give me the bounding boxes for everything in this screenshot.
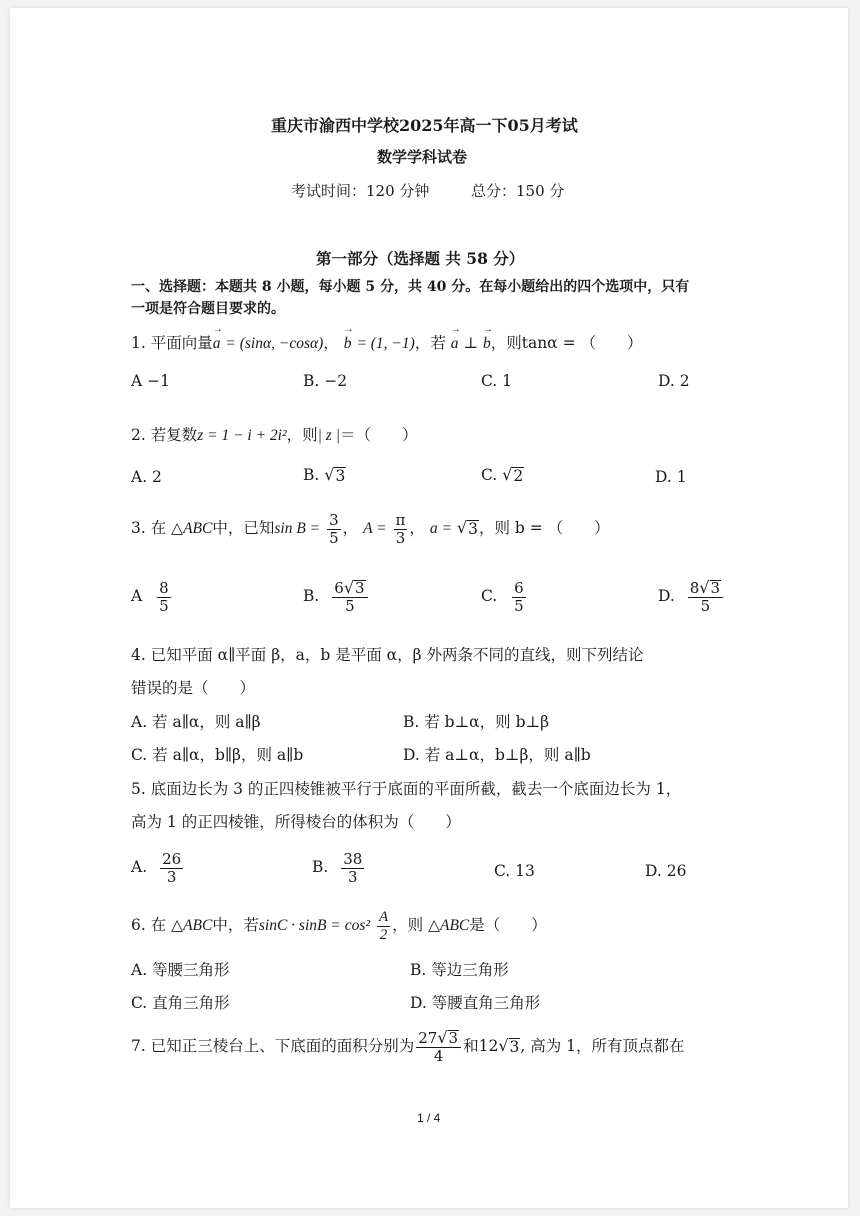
q3-a-eq: a = bbox=[429, 520, 452, 537]
fraction-6sqrt3-5 bbox=[332, 580, 367, 614]
question-7 bbox=[131, 1030, 685, 1064]
q6-option-b: B. 等边三角形 bbox=[410, 961, 509, 979]
q2-abs: | z | bbox=[317, 427, 340, 444]
exam-total: 总分：150 分 bbox=[471, 182, 565, 200]
q6-option-d: D. 等腰直角三角形 bbox=[410, 994, 541, 1012]
q3-option-a-label: A bbox=[131, 587, 143, 605]
exam-subject: 数学学科试卷 bbox=[377, 148, 468, 166]
q5-option-b bbox=[312, 851, 366, 885]
q5-option-b-den: 3 bbox=[348, 867, 358, 886]
q3-option-b-coef: 6 bbox=[334, 579, 344, 597]
q5-option-d: D. 26 bbox=[645, 862, 687, 880]
fraction-A-2 bbox=[377, 909, 390, 943]
q3-f2-num: π bbox=[395, 511, 406, 529]
q3-option-d-den: 5 bbox=[700, 596, 711, 615]
q7-prefix: 7. 已知正三棱台上、下底面的面积分别为 bbox=[131, 1037, 415, 1056]
q3-b-eq: ，则 b = bbox=[478, 519, 543, 537]
q5-option-a-den: 3 bbox=[166, 867, 177, 886]
q5-option-b-num: 38 bbox=[343, 850, 363, 868]
q2-option-c bbox=[481, 466, 524, 484]
q6-prefix: 6. 在 bbox=[131, 916, 167, 934]
q7-den: 4 bbox=[433, 1046, 444, 1065]
q6-f-num: A bbox=[378, 909, 389, 925]
vector-a-2: → a bbox=[451, 335, 459, 353]
q7-mid: 和 bbox=[463, 1037, 479, 1056]
question-2 bbox=[131, 423, 417, 445]
q1-sep1: ， bbox=[323, 334, 339, 352]
sqrt-3: √ 3 bbox=[498, 1036, 520, 1057]
q3-option-a-num: 8 bbox=[159, 579, 169, 597]
q3-a-val: 3 bbox=[468, 520, 478, 538]
q6-f-den: 2 bbox=[379, 926, 388, 943]
fraction-pi-3 bbox=[394, 512, 408, 546]
q6-option-a: A. 等腰三角形 bbox=[131, 961, 230, 979]
q7-rad: 3 bbox=[448, 1029, 459, 1047]
q3-suffix: （ ） bbox=[547, 519, 610, 537]
q2-option-a: A. 2 bbox=[131, 468, 162, 486]
q3-f1-den: 5 bbox=[329, 528, 339, 547]
exam-time: 考试时间：120 分钟 bbox=[291, 182, 430, 200]
q2-option-b-value: 3 bbox=[335, 467, 346, 485]
vector-b: → b bbox=[344, 335, 352, 353]
q3-option-d bbox=[658, 580, 725, 614]
q5-option-b-label: B. bbox=[312, 858, 329, 876]
q1-option-c: C. 1 bbox=[481, 372, 513, 390]
q3-option-d-rad: 3 bbox=[710, 579, 721, 597]
fraction-6-5 bbox=[512, 580, 526, 614]
q4-option-b: B. 若 b⊥α，则 b⊥β bbox=[403, 713, 550, 731]
sqrt-2: √ 2 bbox=[502, 465, 524, 485]
q7-rad2: 3 bbox=[509, 1038, 520, 1057]
q2-expr: z = 1 − i + 2i² bbox=[197, 427, 287, 444]
q3-option-c bbox=[481, 580, 528, 614]
q3-option-c-label: C. bbox=[481, 587, 498, 605]
sqrt-3: √ 3 bbox=[699, 578, 721, 597]
q4-option-c: C. 若 a∥α，b∥β，则 a∥b bbox=[131, 746, 304, 764]
q3-prefix: 3. 在 bbox=[131, 519, 167, 537]
q3-option-c-den: 5 bbox=[514, 596, 524, 615]
q3-A-eq: A = bbox=[363, 520, 387, 537]
q2-option-b bbox=[303, 466, 346, 484]
sqrt-3: √ 3 bbox=[343, 578, 365, 597]
fraction-27sqrt3-4 bbox=[416, 1030, 461, 1064]
q1-option-d: D. 2 bbox=[658, 372, 690, 390]
q4-option-a: A. 若 a∥α，则 a∥β bbox=[131, 713, 261, 731]
q3-option-b-label: B. bbox=[303, 587, 320, 606]
q2-option-b-label: B. bbox=[303, 466, 320, 484]
q3-f1-num: 3 bbox=[329, 511, 339, 529]
fraction-3-5 bbox=[327, 512, 341, 546]
question-5-line2: 高为 1 的正四棱锥，所得棱台的体积为（ ） bbox=[131, 813, 461, 831]
sqrt-3: √ 3 bbox=[437, 1028, 459, 1047]
q3-option-d-coef: 8 bbox=[689, 579, 700, 597]
vector-b-2: → b bbox=[483, 335, 491, 353]
q3-option-b-den: 5 bbox=[345, 596, 355, 615]
question-4-line2: 错误的是（ ） bbox=[131, 679, 256, 697]
q6-expr: sinC · sinB = cos² bbox=[258, 917, 371, 934]
q2-mid: ，则 bbox=[286, 426, 318, 444]
q6-mid2: ，则 bbox=[392, 916, 424, 934]
q3-sinB: sin B = bbox=[274, 520, 321, 537]
q6-mid: 中，若 bbox=[212, 916, 259, 934]
question-5-line1: 5. 底面边长为 3 的正四棱锥被平行于底面的平面所截，截去一个底面边长为 1， bbox=[131, 780, 682, 798]
q3-option-c-num: 6 bbox=[514, 579, 524, 597]
q3-option-b-rad: 3 bbox=[355, 579, 365, 597]
question-1 bbox=[131, 331, 643, 353]
question-6 bbox=[131, 909, 547, 943]
q1-tan: tanα = bbox=[521, 334, 576, 352]
q6-option-c: C. 直角三角形 bbox=[131, 994, 230, 1012]
fraction-38-3 bbox=[341, 851, 364, 885]
q1-prefix: 1. 平面向量 bbox=[131, 334, 213, 352]
q3-f2-den: 3 bbox=[395, 528, 406, 547]
q5-option-c: C. 13 bbox=[494, 862, 535, 880]
vector-a: → a bbox=[213, 335, 221, 353]
q1-expr-b: = (1, −1) bbox=[356, 335, 415, 352]
q2-suffix: ＝（ ） bbox=[339, 426, 418, 444]
q6-triangle: △ABC bbox=[171, 917, 213, 934]
q1-blank: （ ） bbox=[580, 334, 643, 352]
q2-option-c-label: C. bbox=[481, 466, 498, 484]
q3-triangle: △ABC bbox=[171, 520, 213, 537]
q6-triangle-2: △ABC bbox=[428, 917, 470, 934]
q5-option-a-label: A. bbox=[131, 858, 148, 876]
q7-coef2: 12 bbox=[478, 1037, 499, 1056]
q7-suffix: , 高为 1，所有顶点都在 bbox=[520, 1037, 685, 1056]
q3-option-a-den: 5 bbox=[159, 596, 169, 615]
q2-option-c-value: 2 bbox=[513, 467, 524, 485]
q6-suffix: 是（ ） bbox=[469, 916, 547, 934]
section-instruction-line1: 一、选择题：本题共 8 小题，每小题 5 分，共 40 分。在每小题给出的四个选项中，只有 bbox=[131, 279, 690, 295]
fraction-8-5 bbox=[157, 580, 171, 614]
fraction-26-3 bbox=[160, 851, 183, 885]
question-3: 3. 在 △ABC中，已知sin B = $\frac{3}{5}$ ， A = $\frac{\pi}{3}$ ， a = √ 3 ，则 b = （ ） bbox=[131, 511, 610, 547]
question-4-line1: 4. 已知平面 α∥平面 β，a，b 是平面 α，β 外两条不同的直线，则下列结论 bbox=[131, 646, 644, 664]
q3-option-b bbox=[303, 580, 370, 614]
q1-option-b: B. −2 bbox=[303, 372, 348, 390]
q2-option-d: D. 1 bbox=[655, 468, 687, 486]
perp-symbol: ⊥ bbox=[463, 334, 479, 352]
q7-coef: 27 bbox=[418, 1029, 438, 1047]
fraction-8sqrt3-5 bbox=[688, 580, 723, 614]
q1-option-a: A −1 bbox=[131, 372, 170, 390]
section-heading: 第一部分（选择题 共 58 分） bbox=[316, 249, 525, 268]
q5-option-a bbox=[131, 851, 185, 885]
q4-option-d: D. 若 a⊥α，b⊥β，则 a∥b bbox=[403, 746, 591, 764]
q1-sep3: ，则 bbox=[490, 334, 522, 352]
exam-title: 重庆市渝西中学校2025年高一下05月考试 bbox=[271, 116, 578, 135]
q1-expr-a: = (sinα, −cosα) bbox=[225, 335, 324, 352]
q1-sep2: ，若 bbox=[414, 334, 446, 352]
q5-option-a-num: 26 bbox=[162, 850, 182, 868]
sqrt-3: √ 3 bbox=[324, 465, 346, 485]
page-number: 1 / 4 bbox=[417, 1111, 441, 1125]
q3-option-a bbox=[131, 580, 173, 614]
section-instruction-line2: 一项是符合题目要求的。 bbox=[131, 301, 285, 317]
q3-option-d-label: D. bbox=[658, 587, 675, 606]
sqrt-3: √ 3 bbox=[456, 518, 478, 538]
q3-mid: 中，已知 bbox=[212, 519, 275, 537]
q2-prefix: 2. 若复数 bbox=[131, 426, 198, 444]
